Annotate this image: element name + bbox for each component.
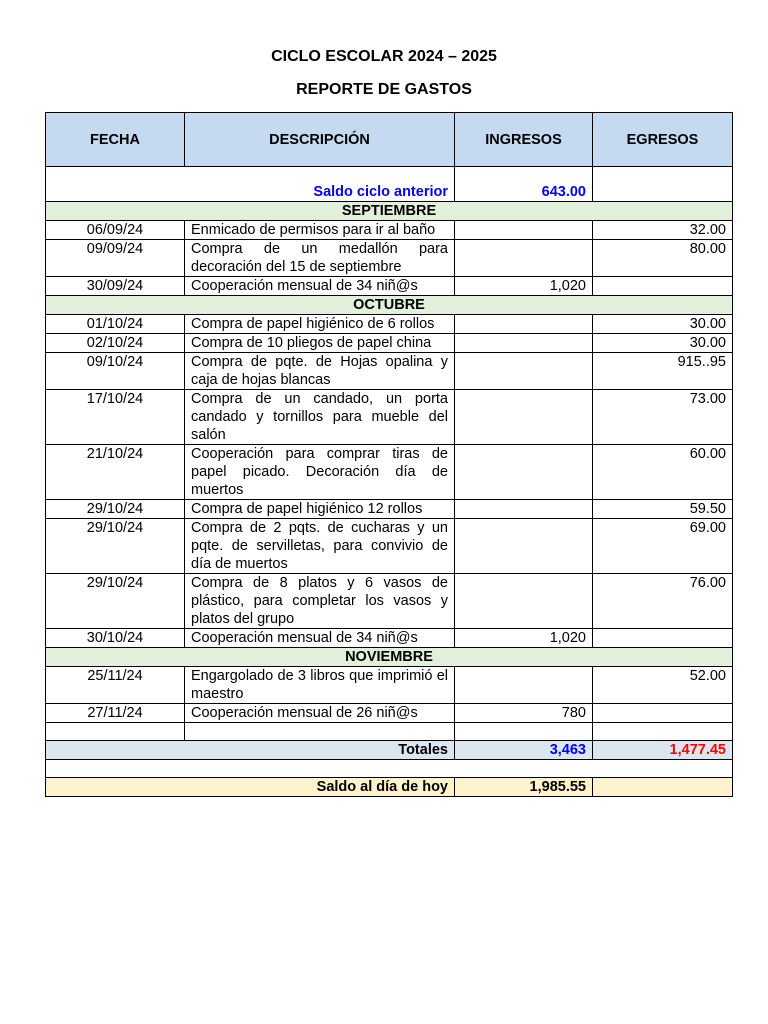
date-cell: 30/10/24 [46,629,185,648]
date-cell: 17/10/24 [46,390,185,445]
column-header-fecha: FECHA [46,113,185,167]
egresos-cell: 76.00 [593,574,733,629]
month-name: SEPTIEMBRE [46,202,733,221]
table-header-row [46,113,733,167]
current-balance-label: Saldo al día de hoy [46,778,455,797]
current-balance-row [46,778,733,797]
egresos-cell: 69.00 [593,519,733,574]
date-cell: 30/09/24 [46,277,185,296]
date-cell: 29/10/24 [46,500,185,519]
date-cell: 29/10/24 [46,574,185,629]
date-cell: 27/11/24 [46,704,185,723]
description-cell: Compra de un candado, un porta candado y tornillos para mueble del salón [185,390,455,445]
report-subtitle: REPORTE DE GASTOS [296,81,472,98]
ingresos-cell [455,240,593,277]
column-header-descripcion: DESCRIPCIÓN [185,113,455,167]
egresos-cell: 80.00 [593,240,733,277]
previous-balance-label: Saldo ciclo anterior [46,167,455,202]
spacer-row [46,760,733,778]
current-balance-value: 1,985.55 [455,778,593,797]
ingresos-cell [455,390,593,445]
previous-balance-row [46,167,733,202]
description-cell: Compra de 2 pqts. de cucharas y un pqte. de servilletas, para convivio de día de muertos [185,519,455,574]
egresos-cell: 52.00 [593,667,733,704]
description-cell: Compra de un medallón para decoración del 15 de septiembre [185,240,455,277]
spacer-row [46,723,733,741]
table-row [46,240,733,277]
previous-balance-value: 643.00 [455,167,593,202]
table-footer [46,723,733,797]
date-cell: 01/10/24 [46,315,185,334]
description-cell: Cooperación mensual de 34 niñ@s [185,277,455,296]
description-cell: Cooperación mensual de 26 niñ@s [185,704,455,723]
egresos-cell: 915..95 [593,353,733,390]
month-header-row [46,202,733,221]
description-cell: Compra de papel higiénico 12 rollos [185,500,455,519]
table-row [46,519,733,574]
description-cell: Engargolado de 3 libros que imprimió el maestro [185,667,455,704]
ingresos-cell [455,519,593,574]
table-row [46,390,733,445]
description-cell: Cooperación mensual de 34 niñ@s [185,629,455,648]
date-cell: 21/10/24 [46,445,185,500]
date-cell: 02/10/24 [46,334,185,353]
egresos-cell: 32.00 [593,221,733,240]
table-row [46,704,733,723]
description-cell: Cooperación para comprar tiras de papel picado. Decoración día de muertos [185,445,455,500]
date-cell: 09/10/24 [46,353,185,390]
column-header-ingresos: INGRESOS [455,113,593,167]
table-row [46,574,733,629]
table-row [46,334,733,353]
date-cell: 25/11/24 [46,667,185,704]
table-body [46,167,733,723]
egresos-cell: 30.00 [593,315,733,334]
ingresos-cell: 1,020 [455,277,593,296]
month-name: OCTUBRE [46,296,733,315]
egresos-cell: 73.00 [593,390,733,445]
ingresos-cell [455,353,593,390]
table-row [46,629,733,648]
table-row [46,353,733,390]
ingresos-cell [455,574,593,629]
totals-ingresos: 3,463 [455,741,593,760]
empty-cell [593,778,733,797]
date-cell: 29/10/24 [46,519,185,574]
egresos-cell [593,629,733,648]
totals-label: Totales [46,741,455,760]
ingresos-cell: 780 [455,704,593,723]
egresos-cell: 30.00 [593,334,733,353]
egresos-cell: 60.00 [593,445,733,500]
ingresos-cell: 1,020 [455,629,593,648]
ingresos-cell [455,500,593,519]
report-title: CICLO ESCOLAR 2024 – 2025 [271,48,497,65]
ingresos-cell [455,445,593,500]
description-cell: Compra de 8 platos y 6 vasos de plástico, para completar los vasos y platos del grupo [185,574,455,629]
ingresos-cell [455,334,593,353]
month-header-row [46,648,733,667]
column-header-egresos: EGRESOS [593,113,733,167]
date-cell: 09/09/24 [46,240,185,277]
date-cell: 06/09/24 [46,221,185,240]
description-cell: Enmicado de permisos para ir al baño [185,221,455,240]
empty-cell [593,167,733,202]
table-row [46,445,733,500]
description-cell: Compra de 10 pliegos de papel china [185,334,455,353]
ingresos-cell [455,315,593,334]
ingresos-cell [455,667,593,704]
table-row [46,221,733,240]
table-row [46,667,733,704]
month-header-row [46,296,733,315]
totals-row [46,741,733,760]
totals-egresos: 1,477.45 [593,741,733,760]
table-row [46,500,733,519]
egresos-cell [593,704,733,723]
description-cell: Compra de papel higiénico de 6 rollos [185,315,455,334]
description-cell: Compra de pqte. de Hojas opalina y caja de hojas blancas [185,353,455,390]
egresos-cell [593,277,733,296]
ingresos-cell [455,221,593,240]
egresos-cell: 59.50 [593,500,733,519]
expense-table [45,112,733,797]
table-row [46,315,733,334]
table-row [46,277,733,296]
month-name: NOVIEMBRE [46,648,733,667]
